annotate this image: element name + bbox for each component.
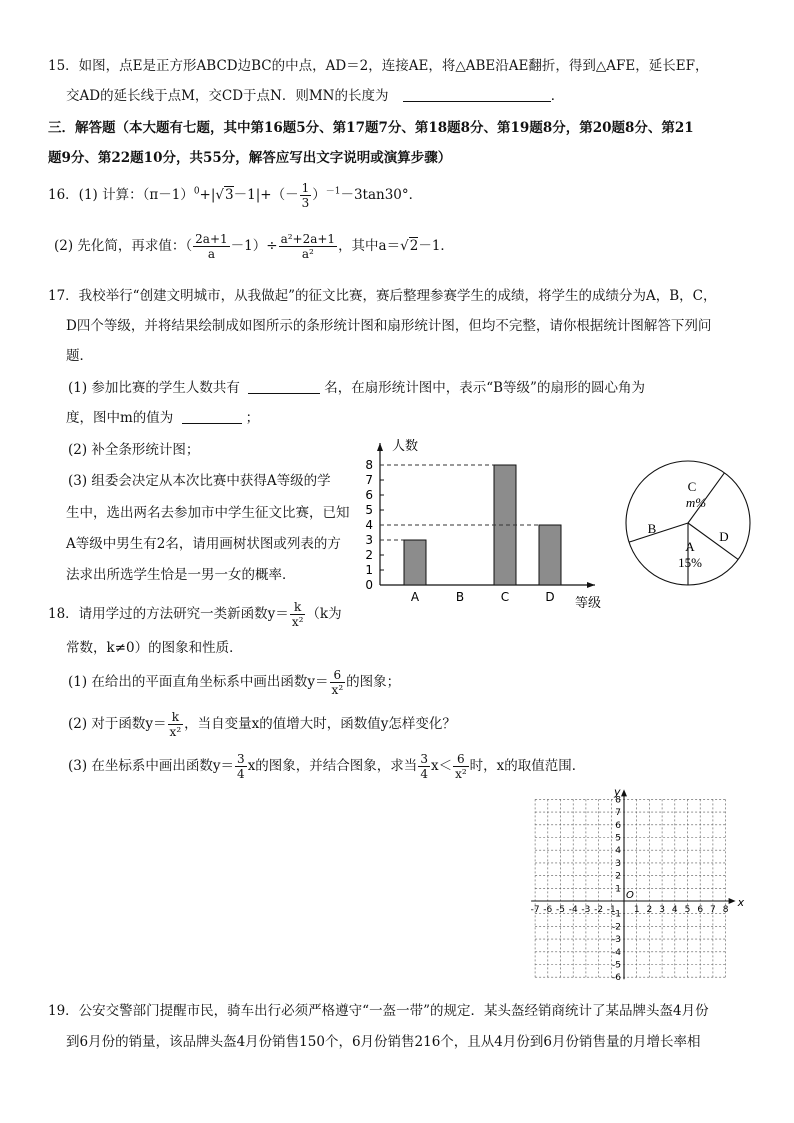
x-tick-label: A [410, 590, 420, 604]
q17-s1-d: ； [245, 410, 260, 426]
grid-y-tick-label: -6 [612, 973, 621, 984]
pie-label-d: D [719, 529, 729, 544]
q18-s3-frac3: $\frac{6}{\text{x²}}$ [455, 752, 467, 781]
q18-s3-b: x的图象，并结合图象，求当 [247, 758, 418, 774]
q16-p1-a: 16．(1) 计算：（π－1） [48, 187, 194, 203]
q19-line1: 19．公安交警部门提醒市民，骑车出行必须严格遵守“一盔一带”的规定．某头盔经销商统计了某品牌头盔4月份 [48, 1003, 709, 1019]
grid-y-tick-label: 4 [615, 846, 621, 857]
q16-p2-frac1: $\frac{2a+1}{a}$ [195, 232, 228, 261]
grid-x-label: x [737, 896, 745, 909]
q18-sub1 [68, 668, 400, 697]
section3-line1: 三．解答题（本大题有七题，其中第16题5分、第17题7分、第18题8分、第19题8分，第20题8分、第21 [48, 120, 694, 136]
q16-p1-e: －3tan30°． [340, 187, 423, 203]
q15-line1: 15．如图，点E是正方形ABCD边BC的中点，AD＝2，连接AE，将△ABE沿AE翻折，得到△AFE，延长EF， [48, 58, 709, 74]
y-tick-label: 2 [365, 548, 373, 562]
grid-y-tick-label: -3 [612, 935, 621, 946]
bar-chart [360, 430, 615, 608]
q18-intro-b: （k为 [306, 606, 342, 622]
q17-s1-c: 度，图中m的值为 [66, 410, 174, 426]
y-axis-arrow [377, 443, 383, 451]
grid-y-tick-label: 2 [615, 871, 621, 882]
q16-p1-d: ） [312, 187, 326, 203]
q16-p1-b: +| [199, 187, 216, 203]
grid-x-tick-label: 6 [697, 905, 704, 915]
q17-sub3-line2: 生中，选出两名去参加市中学生征文比赛，已知 [66, 505, 350, 521]
grid-y-tick-label: 1 [615, 884, 621, 895]
grid-x-tick-label: 4 [671, 905, 678, 915]
pie-label-a-pct: 15% [678, 555, 702, 570]
q17-line1: 17．我校举行“创建文明城市，从我做起”的征文比赛，赛后整理参赛学生的成绩，将学生的成绩分为A，B，C， [48, 288, 717, 304]
grid-x-tick-label: 5 [684, 905, 691, 915]
q16-p2-b: －1）÷ [230, 238, 278, 254]
q16-p2-sqrt: 2 [409, 238, 419, 254]
q16-p1-frac: $\frac{1}{3}$ [301, 181, 310, 210]
q17-answer-blank-1[interactable] [248, 379, 320, 394]
q16-p2-a: (2) 先化简，再求值：（ [54, 238, 193, 254]
q18-intro-a: 18．请用学过的方法研究一类新函数y＝ [48, 606, 289, 622]
y-tick-label: 6 [365, 488, 373, 502]
q17-line3: 题． [66, 348, 93, 364]
y-tick-label: 3 [365, 533, 373, 547]
grid-layer [531, 785, 745, 983]
q18-s1-frac: $\frac{6}{\text{x²}}$ [331, 668, 344, 697]
q18-s2-b: ，当自变量x的值增大时，函数值y怎样变化？ [184, 716, 456, 732]
q15-line2-end: ． [550, 88, 565, 104]
grid-x-tick-label: -6 [543, 905, 553, 915]
x-axis-label: 等级 [575, 596, 602, 608]
grid-x-tick-label: 8 [722, 905, 729, 915]
q16-part2: (2) 先化简，再求值：（ $\frac{2a+1}{a}$ －1）÷ $\frac{\text{a²+2a+1}}{\text{a²}}$ ，其中a＝√2－1． [54, 232, 454, 261]
q17-sub1 [68, 378, 645, 398]
grid-y-arrow [621, 789, 627, 796]
pie-label-c-pct: m% [685, 495, 707, 510]
pie-label-c: C [687, 479, 697, 494]
q16-p1-exp1: －1 [325, 186, 341, 197]
bar-D [539, 525, 561, 585]
q16-p2-frac2: $\frac{\text{a²+2a+1}}{\text{a²}}$ [280, 232, 336, 261]
y-tick-label: 5 [365, 503, 373, 517]
bar-C [494, 465, 516, 585]
y-tick-label: 0 [365, 578, 373, 592]
grid-x-tick-label: -3 [581, 905, 591, 915]
grid-x-arrow [729, 898, 736, 904]
grid-y-tick-label: -1 [612, 909, 621, 920]
q18-s1-a: (1) 在给出的平面直角坐标系中画出函数y＝ [68, 674, 329, 690]
coordinate-grid[interactable] [525, 783, 747, 988]
q18-intro [48, 600, 342, 629]
y-tick-label: 4 [365, 518, 373, 532]
y-tick-label: 1 [365, 563, 373, 577]
q16-p1-c: －1|+（－ [233, 187, 299, 203]
q18-s3-frac1: $\frac{3}{4}$ [237, 752, 245, 781]
grid-x-tick-label: -4 [568, 905, 578, 915]
grid-y-tick-label: 8 [615, 795, 621, 806]
q16-p2-d: －1． [418, 238, 454, 254]
q18-s1-b: 的图象； [346, 674, 401, 690]
pie-label-b: B [647, 521, 657, 536]
q16-part1: 16．(1) 计算：$(\pi-1)^0+|√3-1|+(-$ $\frac{1}{3}$ ）$^{-1}$－3tan30°． [48, 181, 423, 210]
q17-sub2: (2) 补全条形统计图； [68, 442, 200, 458]
y-tick-label: 7 [365, 473, 373, 487]
grid-y-tick-label: 7 [615, 808, 621, 819]
x-tick-label: B [455, 590, 465, 604]
grid-x-tick-label: -1 [606, 905, 616, 915]
grid-x-tick-label: 3 [659, 905, 665, 915]
q16-p1-exp0: 0 [193, 186, 200, 197]
grid-y-tick-label: -4 [612, 947, 621, 958]
grid-y-tick-label: -2 [612, 922, 621, 933]
q17-sub3-line3: A等级中男生有2名，请用画树状图或列表的方 [66, 536, 341, 552]
grid-y-tick-label: 5 [615, 833, 621, 844]
q15-line2-text: 交AD的延长线于点M，交CD于点N．则MN的长度为 [66, 88, 389, 104]
q15-answer-blank[interactable] [403, 87, 551, 102]
grid-y-label: y [614, 785, 621, 799]
grid-y-tick-label: -5 [612, 960, 621, 971]
grid-x-tick-label: 1 [633, 905, 640, 915]
q18-s3-d: 时，x的取值范围． [469, 758, 586, 774]
y-axis-label: 人数 [392, 439, 419, 454]
grid-y-tick-label: 3 [615, 858, 621, 869]
q18-s3-a: (3) 在坐标系中画出函数y＝ [68, 758, 235, 774]
q15-line2 [66, 86, 564, 106]
q18-s3-frac2: $\frac{3}{4}$ [420, 752, 428, 781]
grid-x-tick-label: -5 [556, 905, 565, 915]
q16-p1-sqrt: 3 [225, 187, 234, 203]
q18-intro-frac: $\frac{k}{\text{x²}}$ [291, 600, 304, 629]
y-tick-label: 8 [365, 458, 373, 472]
section3-line2: 题9分、第22题10分，共55分，解答应写出文字说明或演算步骤） [48, 150, 452, 166]
grid-y-tick-label: 6 [615, 820, 621, 831]
grid-x-tick-label: 7 [710, 905, 716, 915]
q16-p2-c: ，其中a＝ [338, 238, 401, 254]
q17-s1-b: 名，在扇形统计图中，表示“B等级”的扇形的圆心角为 [324, 380, 645, 396]
q17-answer-blank-2[interactable] [182, 409, 242, 424]
grid-x-tick-label: 2 [646, 905, 653, 915]
grid-x-tick-label: -7 [530, 905, 540, 915]
q18-s2-frac: $\frac{k}{\text{x²}}$ [169, 710, 182, 739]
q18-s2-a: (2) 对于函数y＝ [68, 716, 167, 732]
pie-chart [620, 455, 756, 591]
q17-sub3-line4: 法求出所选学生恰是一男一女的概率． [66, 567, 296, 583]
x-tick-label: D [545, 590, 555, 604]
q17-sub1-cont [66, 408, 259, 428]
q18-s3-c: x＜ [430, 758, 453, 774]
q17-s1-a: (1) 参加比赛的学生人数共有 [68, 380, 240, 396]
bar-A [404, 540, 426, 585]
q17-sub3-line1: (3) 组委会决定从本次比赛中获得A等级的学 [68, 473, 331, 489]
q18-sub2 [68, 710, 456, 739]
grid-origin-label: O [626, 890, 634, 901]
q18-intro-cont: 常数，k≠0）的图象和性质． [66, 640, 243, 656]
q17-line2: D四个等级，并将结果绘制成如图所示的条形统计图和扇形统计图，但均不完整，请你根据统计图解答下列问 [66, 318, 712, 334]
x-axis-arrow [587, 582, 595, 588]
q19-line2: 到6月份的销量，该品牌头盔4月份销售150个，6月份销售216个，且从4月份到6月份销售量的月增长率相 [66, 1034, 701, 1050]
grid-x-tick-label: -2 [594, 905, 604, 915]
pie-label-a: A [685, 539, 695, 554]
bar-chart-layer [365, 438, 601, 608]
q18-sub3 [68, 752, 585, 781]
x-tick-label: C [500, 590, 510, 604]
